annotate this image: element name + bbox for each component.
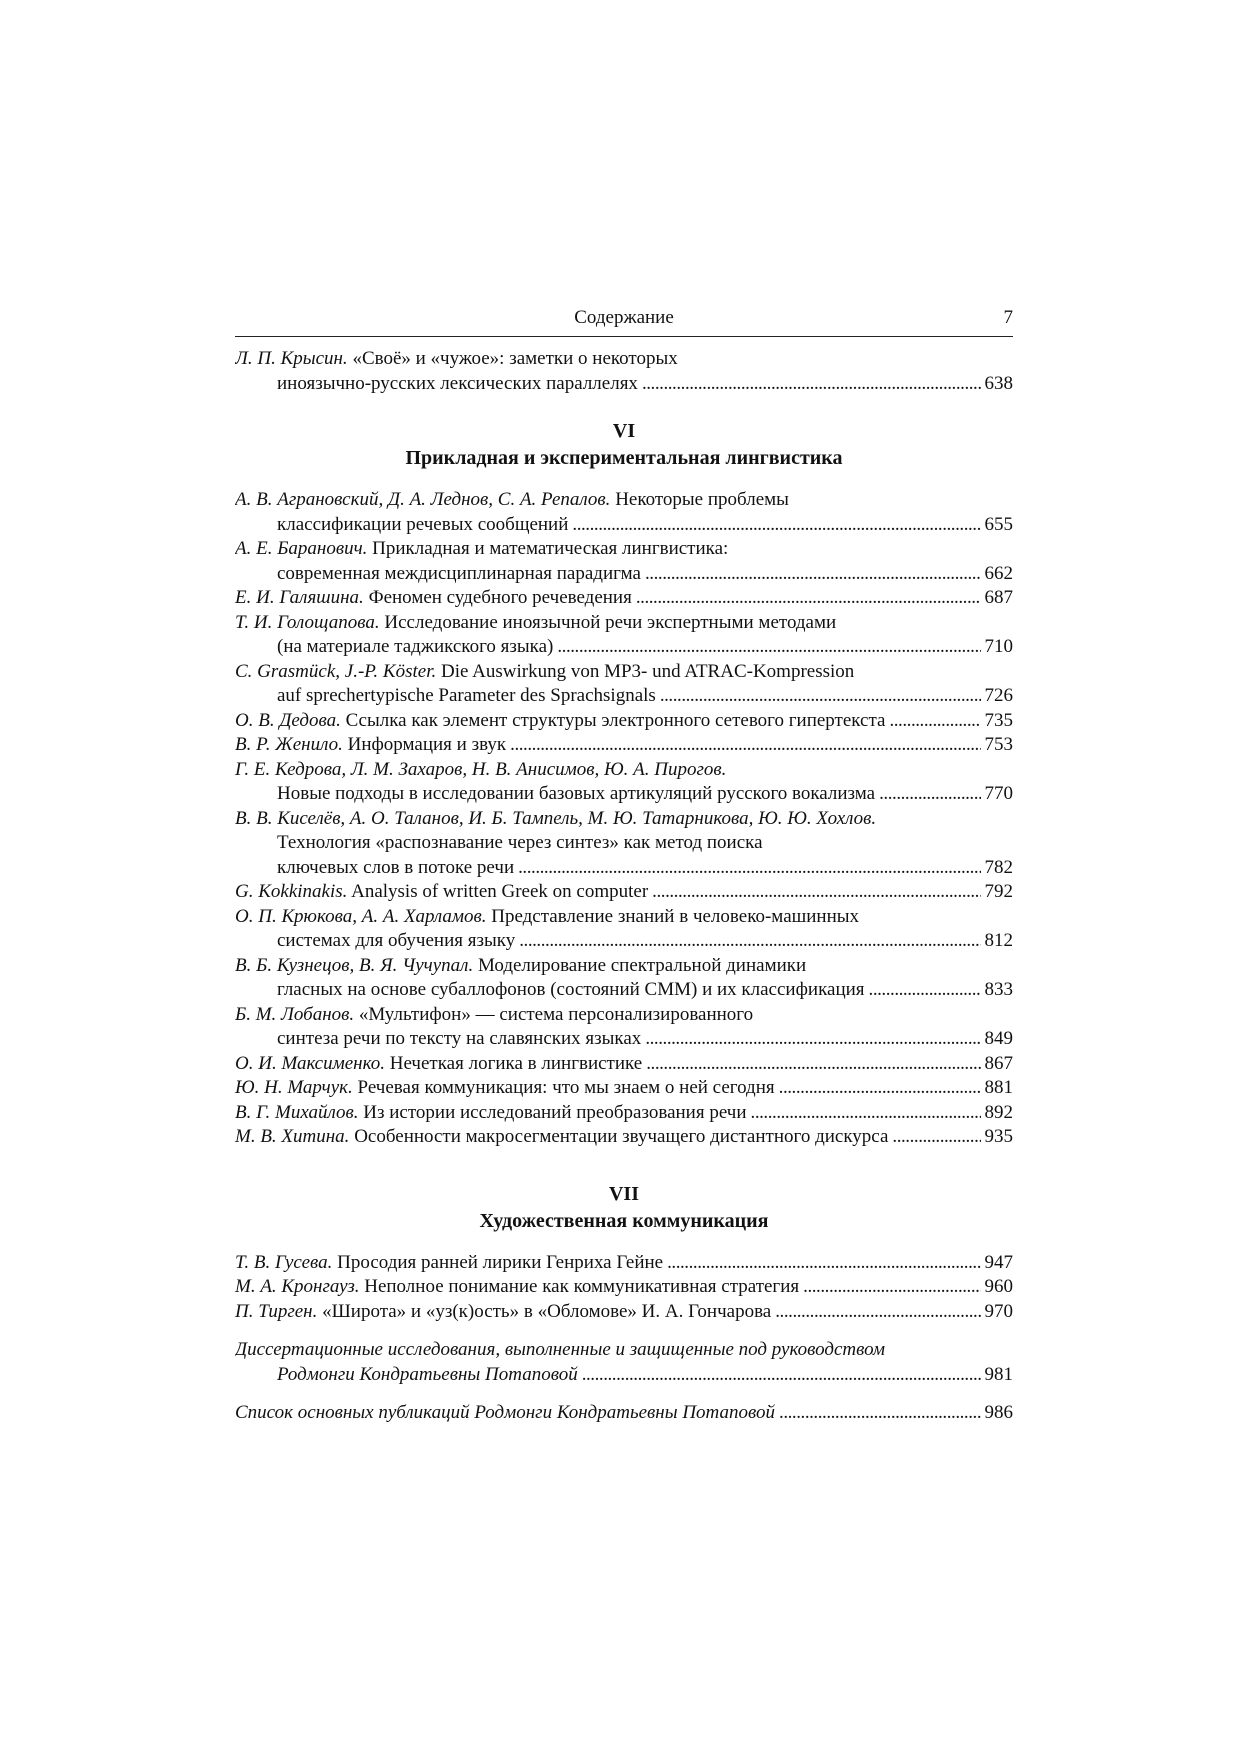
toc-entry-dissertations (235, 1338, 1013, 1387)
entry-title: Die Auswirkung von MP3- und ATRAC-Kompression (436, 660, 855, 682)
toc-entry (235, 905, 1013, 954)
section-numeral: VI (612, 420, 636, 442)
entry-title: Нечеткая логика в лингвистике (385, 1052, 643, 1074)
entry-page: 687 (984, 587, 1013, 608)
entry-title: Просодия ранней лирики Генриха Гейне (332, 1251, 664, 1273)
entry-title: Некоторые проблемы (610, 489, 789, 510)
toc-page (235, 300, 1013, 1426)
entry-title: Analysis of written Greek on computer (347, 881, 649, 902)
toc-entry-publications (235, 1401, 1013, 1426)
entry-title: Моделирование спектральной динамики (473, 954, 807, 976)
entry-author: Г. Е. Кедрова, Л. М. Захаров, Н. В. Анисимов, Ю. А. Пирогов. (235, 758, 727, 780)
entry-page: 735 (984, 709, 1013, 731)
entry-title: «Своё» и «чужое»: заметки о некоторых (347, 348, 678, 369)
entry-author: Т. В. Гусева. (235, 1251, 333, 1273)
entry-page: 947 (984, 1251, 1013, 1273)
entry-author: О. П. Крюкова, А. А. Харламов. (235, 905, 487, 927)
entry-page: 881 (984, 1077, 1013, 1098)
toc-entry (235, 1101, 1013, 1126)
entry-title-cont: современная междисциплинарная парадигма (277, 562, 641, 584)
toc-entry (235, 807, 1013, 881)
toc-entry (235, 660, 1013, 709)
toc-entry (235, 611, 1013, 660)
entry-author: Б. М. Лобанов. (235, 1003, 355, 1025)
entry-page: 770 (984, 783, 1013, 804)
entry-author: C. Grasmück, J.-P. Köster. (235, 660, 437, 682)
entry-title: Речевая коммуникация: что мы знаем о ней сегодня (352, 1077, 775, 1098)
toc-entry (235, 1275, 1013, 1300)
entry-author: В. В. Киселёв, А. О. Таланов, И. Б. Тампель, М. Ю. Татарникова, Ю. Ю. Хохлов. (235, 807, 877, 829)
entry-title: «Мультифон» — система персонализированного (354, 1003, 754, 1025)
entry-author: В. Г. Михайлов. (235, 1101, 359, 1123)
entry-page: 662 (984, 562, 1013, 584)
entry-author: В. Б. Кузнецов, В. Я. Чучупал. (235, 954, 474, 976)
toc-entry (235, 758, 1013, 807)
entry-title-cont: системах для обучения языку (277, 930, 516, 951)
toc-entry (235, 586, 1013, 611)
entry-page: 849 (984, 1028, 1013, 1049)
entry-author: О. В. Дедова. (235, 709, 341, 731)
entry-title: Диссертационные исследования, выполненные и защищенные под руководством (235, 1339, 886, 1360)
entry-page: 726 (984, 685, 1013, 706)
table-of-contents (235, 347, 1013, 1426)
entry-author: А. В. Аграновский, Д. А. Леднов, С. А. Репалов. (235, 489, 611, 510)
page-number: 7 (1003, 307, 1013, 328)
entry-author: П. Тирген. (235, 1300, 318, 1322)
entry-page: 710 (984, 636, 1013, 657)
entry-title: Особенности макросегментации звучащего дистантного дискурса (349, 1126, 889, 1147)
entry-title: Ссылка как элемент структуры электронного сетевого гипертекста (340, 709, 886, 731)
toc-entry (235, 347, 1013, 396)
entry-title-cont: auf sprechertypische Parameter des Sprachsignals (277, 685, 656, 706)
section-title: Прикладная и экспериментальная лингвистика (405, 447, 843, 469)
running-head-title: Содержание (574, 307, 674, 328)
entry-title: Феномен судебного речеведения (363, 587, 632, 608)
entry-author: А. Е. Баранович. (235, 538, 368, 559)
entry-page: 753 (984, 734, 1013, 755)
entry-author: О. И. Максименко. (235, 1052, 385, 1074)
entry-page: 892 (984, 1101, 1013, 1123)
toc-entry (235, 880, 1013, 905)
entry-page: 935 (984, 1126, 1013, 1147)
entry-author: Е. И. Галяшина. (235, 587, 364, 608)
entry-title: Прикладная и математическая лингвистика: (367, 538, 729, 559)
toc-entry (235, 1251, 1013, 1276)
entry-page: 655 (984, 513, 1013, 535)
toc-entry (235, 1076, 1013, 1101)
entry-title: Из истории исследований преобразования речи (358, 1101, 747, 1123)
entry-author: Т. И. Голощапова. (235, 611, 380, 633)
entry-page: 782 (984, 856, 1013, 878)
entry-page: 867 (984, 1052, 1013, 1074)
entry-author: Ю. Н. Марчук. (235, 1077, 353, 1098)
entry-title: Исследование иноязычной речи экспертными методами (379, 611, 837, 633)
toc-entry (235, 488, 1013, 537)
entry-author: G. Kokkinakis. (235, 881, 348, 902)
running-head (235, 300, 1013, 337)
entry-title: Список основных публикаций Родмонги Кондратьевны Потаповой (235, 1402, 776, 1423)
entry-page: 986 (984, 1402, 1013, 1423)
entry-title-cont: классификации речевых сообщений (277, 513, 569, 535)
section-entries (235, 1251, 1013, 1325)
entry-title: Представление знаний в человеко-машинных (486, 905, 860, 927)
entry-author: Л. П. Крысин. (235, 348, 348, 369)
toc-entry (235, 1052, 1013, 1077)
entry-title: Информация и звук (342, 734, 507, 755)
entry-author: В. Р. Женило. (235, 734, 343, 755)
toc-entry (235, 733, 1013, 758)
toc-entry (235, 1300, 1013, 1325)
entry-title-cont: гласных на основе субаллофонов (состояний СММ) и их классификация (277, 979, 865, 1000)
entry-title-cont: Родмонги Кондратьевны Потаповой (277, 1363, 578, 1385)
toc-entry (235, 954, 1013, 1003)
entry-title: Неполное понимание как коммуникативная стратегия (359, 1276, 800, 1297)
entry-title: Технология «распознавание через синтез» как метод поиска (277, 832, 763, 853)
entry-page: 792 (984, 881, 1013, 902)
entry-page: 970 (984, 1300, 1013, 1322)
entry-title: Новые подходы в исследовании базовых артикуляций русского вокализма (277, 783, 876, 804)
toc-entry (235, 1125, 1013, 1150)
entry-page: 981 (984, 1363, 1013, 1385)
entry-page: 833 (984, 979, 1013, 1000)
entry-page: 638 (984, 372, 1013, 394)
section-numeral: VII (608, 1182, 639, 1205)
toc-entry (235, 537, 1013, 586)
toc-entry (235, 1003, 1013, 1052)
section-title: Художественная коммуникация (479, 1209, 769, 1232)
toc-entry (235, 709, 1013, 734)
entry-title: «Широта» и «уз(к)ость» в «Обломове» И. А. Гончарова (317, 1300, 772, 1322)
entry-author: М. В. Хитина. (235, 1126, 350, 1147)
entry-title-cont: синтеза речи по тексту на славянских языках (277, 1028, 642, 1049)
entry-page: 960 (984, 1276, 1013, 1297)
entry-title-cont: ключевых слов в потоке речи (277, 856, 515, 878)
entry-page: 812 (984, 930, 1013, 951)
entry-title-cont: иноязычно-русских лексических параллелях (277, 372, 638, 394)
entry-title-cont: (на материале таджикского языка) (277, 636, 554, 657)
section-entries (235, 488, 1013, 1150)
entry-author: М. А. Кронгауз. (235, 1276, 360, 1297)
